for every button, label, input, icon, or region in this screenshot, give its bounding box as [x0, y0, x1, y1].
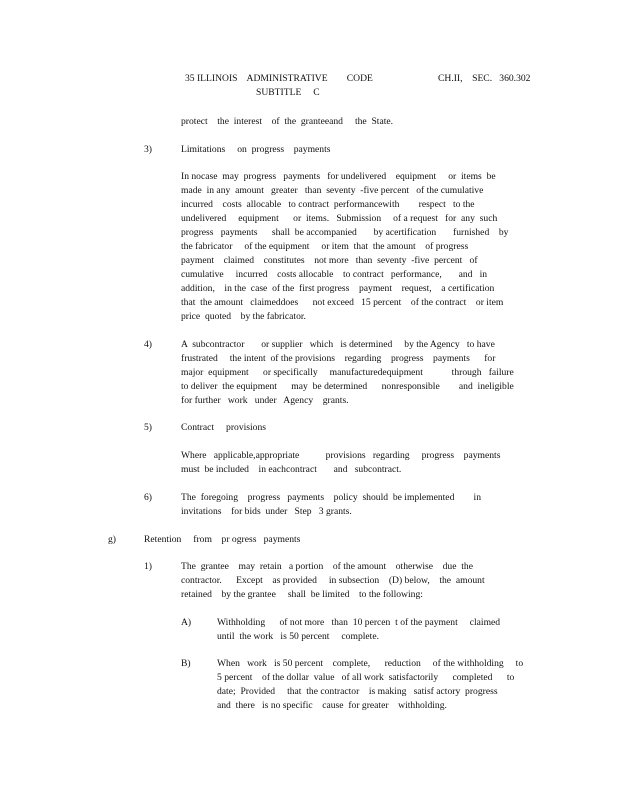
text-line: The foregoing progress payments policy should be implemented in	[181, 492, 482, 503]
text-line: retained by the grantee shall be limited to the following:	[181, 589, 423, 600]
header-citation: 35 ILLINOIS ADMINISTRATIVE CODE	[185, 73, 373, 84]
text-line: and there is no specific cause for greater withholding.	[217, 700, 447, 711]
text-line: until the work is 50 percent complete.	[217, 631, 379, 642]
text-line: date; Provided that the contractor is making satisf actory progress	[217, 686, 498, 697]
subitem-letter: A)	[181, 617, 192, 628]
item-number: 5)	[144, 422, 152, 433]
gA-body	[217, 616, 542, 644]
text-line: to deliver the equipment may be determined nonresponsible and ineligible	[181, 381, 514, 392]
text-line: 5 percent of the dollar value of all work satisfactorily completed to	[217, 672, 515, 683]
item4-body	[181, 338, 533, 408]
continued-paragraph	[181, 115, 533, 129]
g1-body	[181, 560, 533, 602]
text-line: contractor. Except as provided in subsection (D) below, the amount	[181, 575, 485, 586]
section-letter: g)	[108, 534, 116, 545]
item-number: 3)	[144, 144, 152, 155]
text-line: payment claimed constitutes not more than seventy -five percent of	[181, 255, 478, 266]
item-title: Limitations on progress payments	[181, 144, 331, 155]
text-line: for further work under Agency grants.	[181, 395, 349, 406]
text-line: Where applicable,appropriate provisions regarding progress payments	[181, 450, 501, 461]
text-line: must be included in eachcontract and subcontract.	[181, 464, 402, 475]
text-line: When work is 50 percent complete, reduction of the withholding to	[217, 658, 524, 669]
item6-body	[181, 491, 533, 519]
header-subtitle: SUBTITLE C	[256, 87, 320, 98]
item-title: Contract provisions	[181, 422, 267, 433]
text-line: progress payments shall be accompanied by acertification furnished by	[181, 227, 509, 238]
text-line: cumulative incurred costs allocable to contract performance, and in	[181, 269, 488, 280]
text-line: invitations for bids under Step 3 grants.	[181, 506, 352, 517]
text-line: major equipment or specifically manufacturedequipment through failure	[181, 367, 514, 378]
item-number: 1)	[144, 561, 152, 572]
text-line: addition, in the case of the first progress payment request, a certification	[181, 283, 495, 294]
text-line: undelivered equipment or items. Submission of a request for any such	[181, 213, 498, 224]
text-line: Withholding of not more than 10 percen t of the payment claimed	[217, 617, 501, 628]
item5-body	[181, 449, 533, 477]
text-line: frustrated the intent of the provisions regarding progress payments for	[181, 353, 496, 364]
item-number: 6)	[144, 492, 152, 503]
text-line: that the amount claimeddoes not exceed 15 percent of the contract or item	[181, 297, 504, 308]
text-line: the fabricator of the equipment or item that the amount of progress	[181, 241, 469, 252]
item-number: 4)	[144, 339, 152, 350]
text-line: In nocase may progress payments for undelivered equipment or items be	[181, 171, 496, 182]
gB-body	[217, 657, 542, 713]
text-line: A subcontractor or supplier which is determined by the Agency to have	[181, 339, 495, 350]
text-line: made in any amount greater than seventy -five percent of the cumulative	[181, 185, 484, 196]
text-line: incurred costs allocable to contract performancewith respect to the	[181, 199, 475, 210]
text-line: The grantee may retain a portion of the amount otherwise due the	[181, 561, 473, 572]
item3-body	[181, 170, 533, 324]
text-line: protect the interest of the granteeand the State.	[181, 116, 394, 127]
section-title: Retention from pr ogress payments	[144, 534, 301, 545]
header-section: CH.II, SEC. 360.302	[438, 73, 531, 84]
subitem-letter: B)	[181, 658, 191, 669]
text-line: price quoted by the fabricator.	[181, 311, 306, 322]
